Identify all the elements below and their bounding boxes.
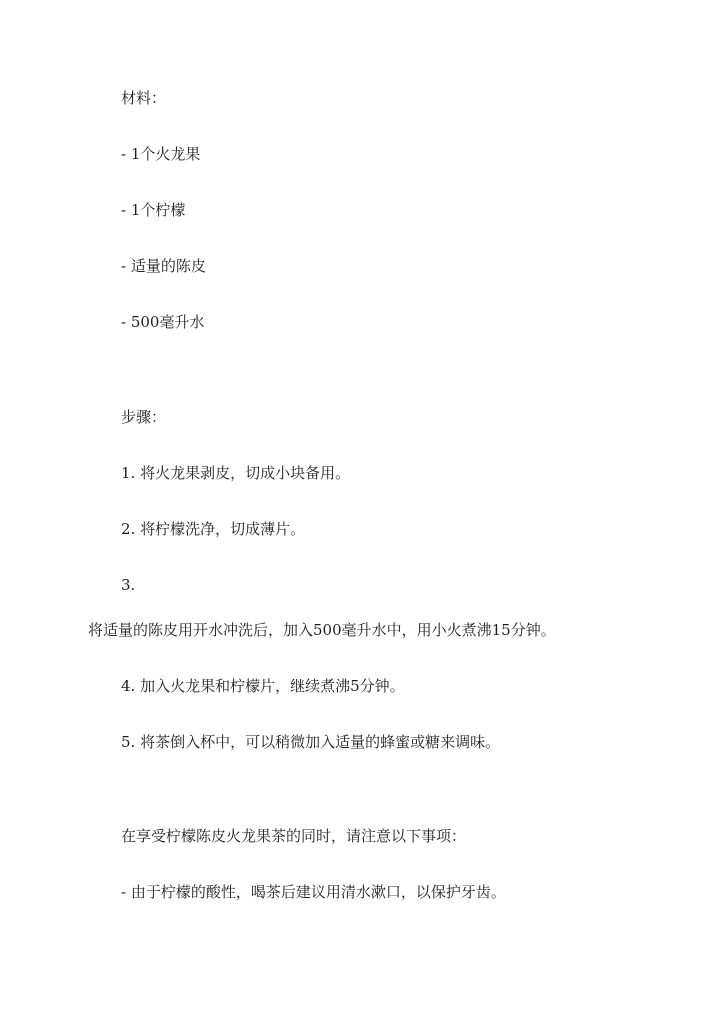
step-item-4: 4. 加入火龙果和柠檬片，继续煮沸5分钟。 — [121, 677, 405, 695]
material-item: - 适量的陈皮 — [121, 257, 206, 275]
material-item: - 1个柠檬 — [121, 201, 186, 219]
materials-heading: 材料： — [121, 89, 167, 107]
notes-intro: 在享受柠檬陈皮火龙果茶的同时，请注意以下事项： — [121, 827, 467, 845]
material-item: - 1个火龙果 — [121, 145, 201, 163]
step-item-2: 2. 将柠檬洗净，切成薄片。 — [121, 520, 306, 538]
note-item: - 由于柠檬的酸性，喝茶后建议用清水漱口，以保护牙齿。 — [121, 883, 506, 901]
step-item-5: 5. 将茶倒入杯中，可以稍微加入适量的蜂蜜或糖来调味。 — [121, 733, 501, 751]
steps-heading: 步骤： — [121, 408, 167, 426]
step-item-3-number: 3. — [121, 576, 136, 594]
step-item-1: 1. 将火龙果剥皮，切成小块备用。 — [121, 464, 351, 482]
material-item: - 500毫升水 — [121, 313, 205, 331]
step-item-3-text: 将适量的陈皮用开水冲洗后，加入500毫升水中，用小火煮沸15分钟。 — [88, 621, 556, 639]
